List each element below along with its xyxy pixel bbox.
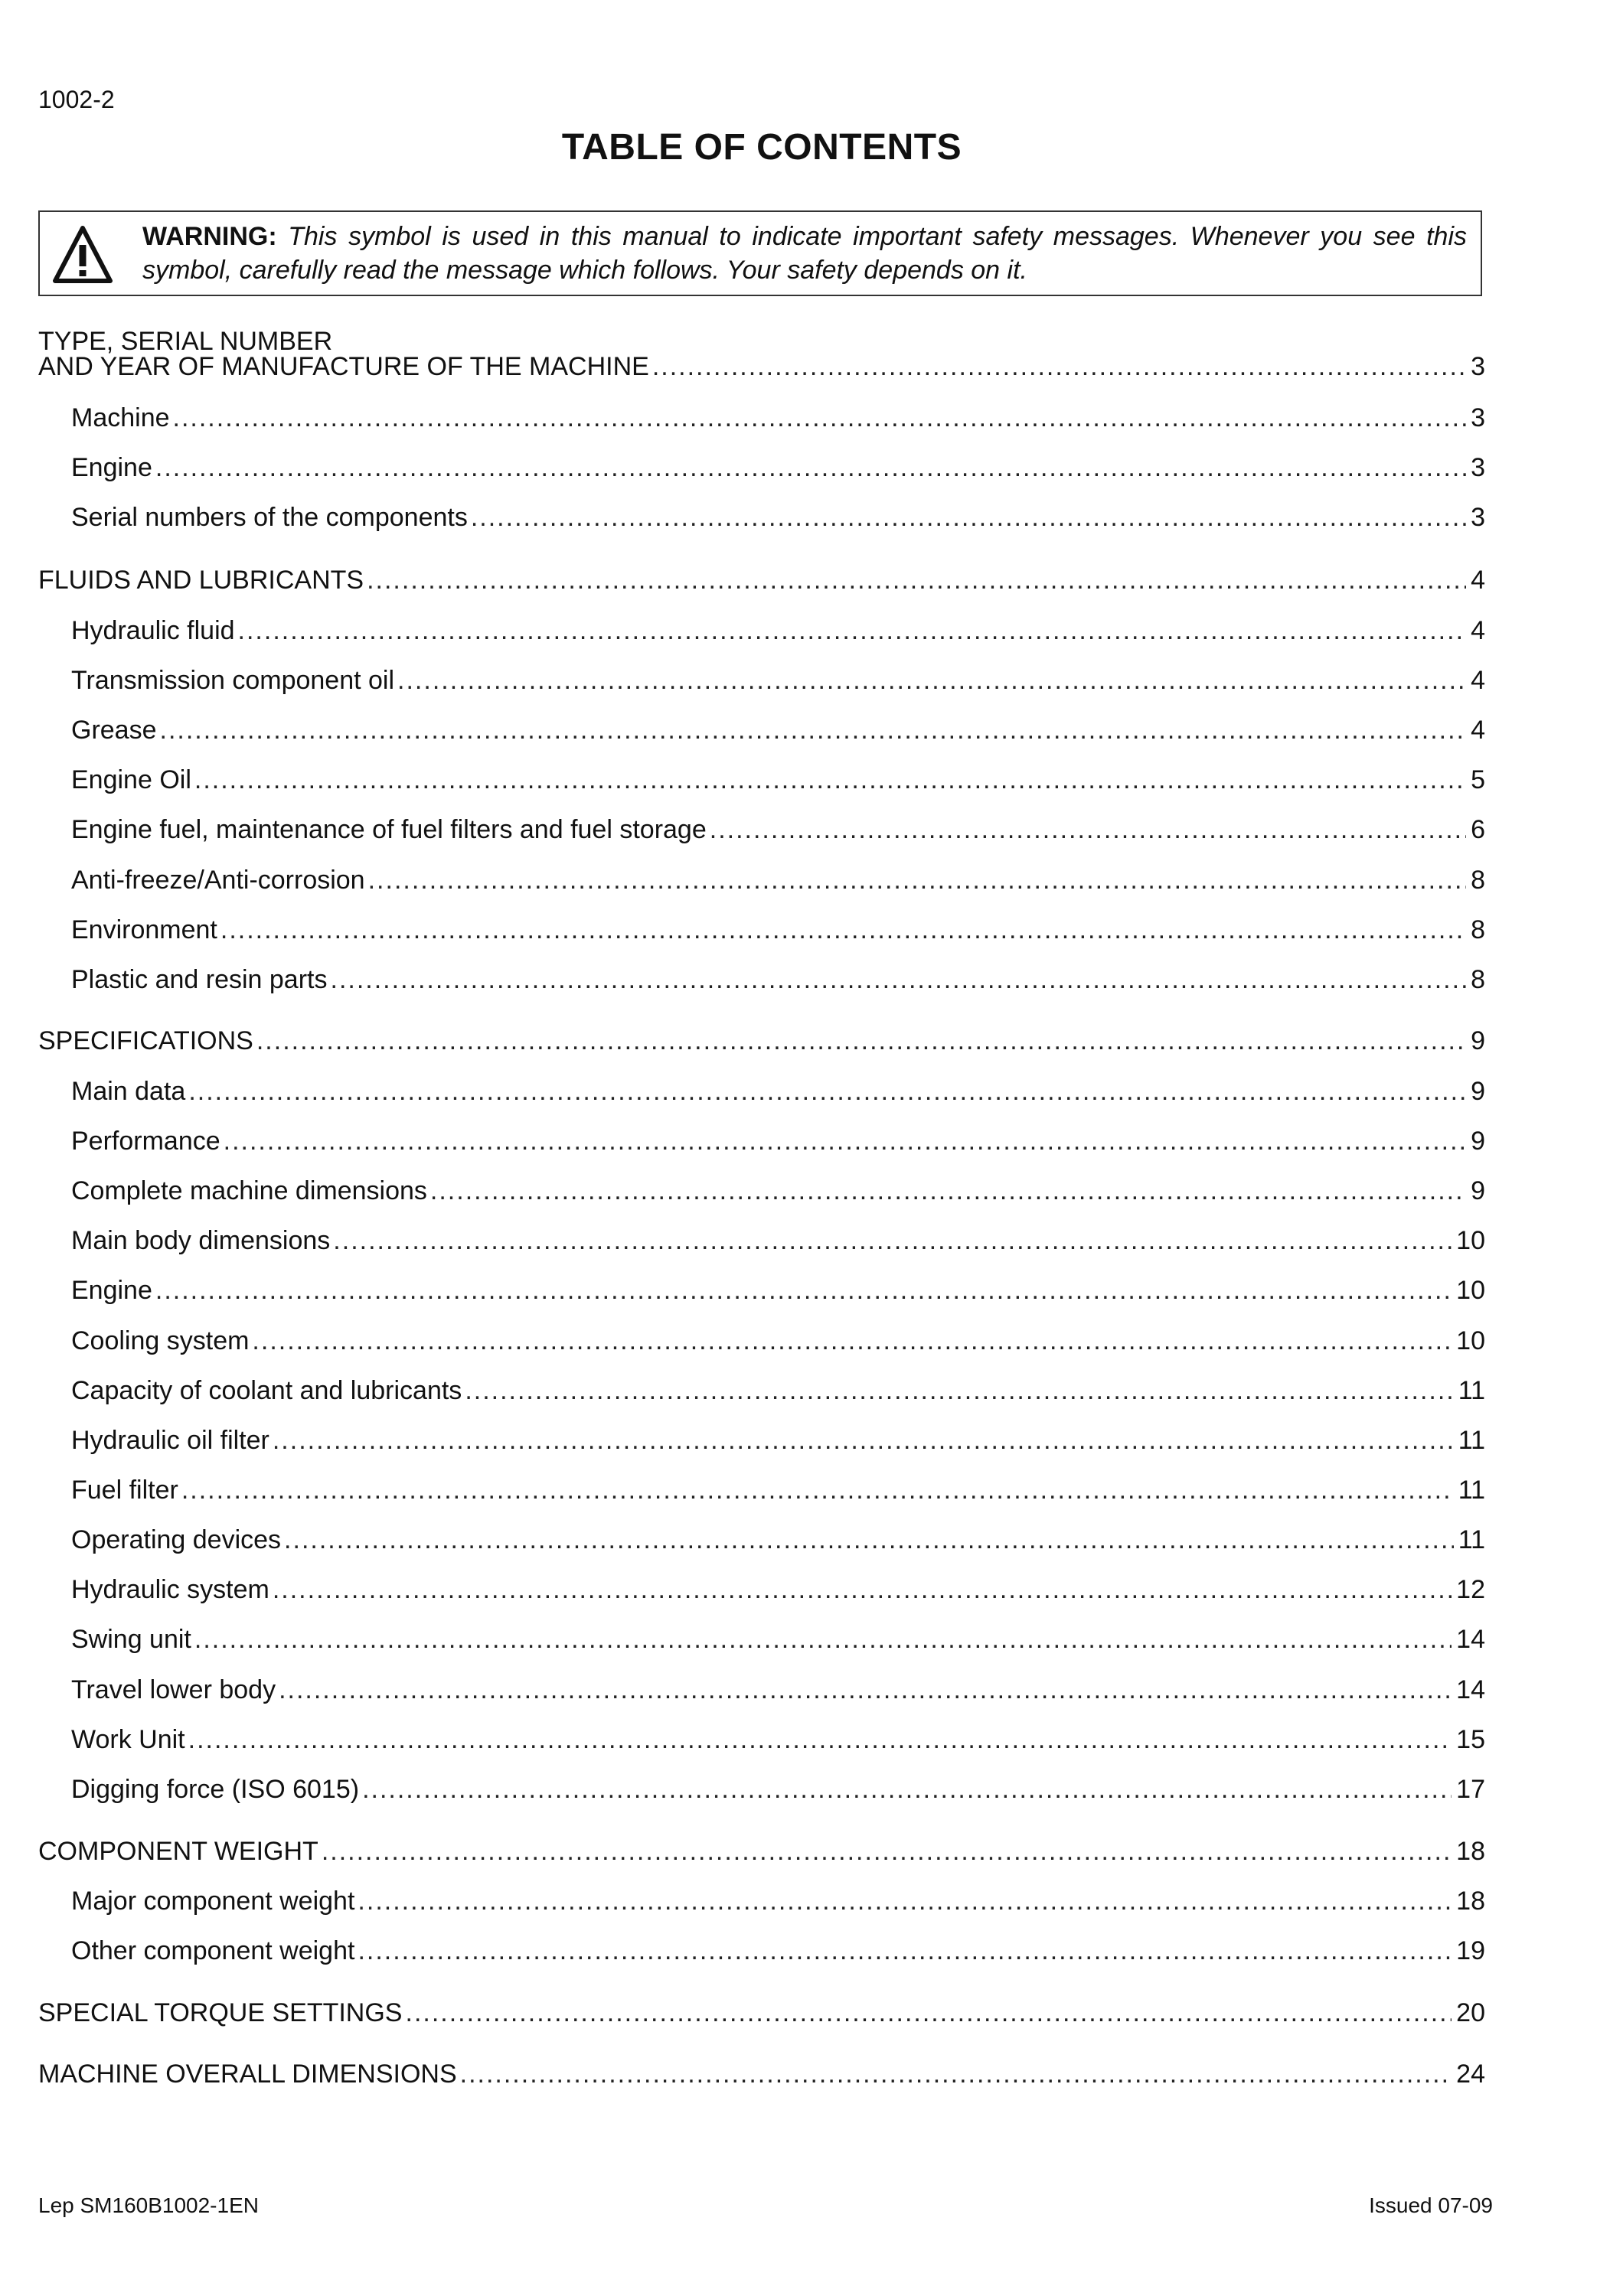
toc-leader-dots [331,963,1467,996]
toc-entry-page: 11 [1458,1376,1485,1405]
toc-entry-label: Grease [71,716,157,745]
toc-entry-page: 10 [1456,1276,1485,1305]
toc-entry-label: AND YEAR OF MANUFACTURE OF THE MACHINE [38,352,649,381]
toc-entry-label: Transmission component oil [71,666,395,695]
toc-entry[interactable] [71,1884,1485,1918]
toc-entry[interactable] [38,563,1485,597]
toc-entry-page: 4 [1471,666,1485,695]
toc-leader-dots [220,913,1466,947]
toc-entry[interactable] [38,1024,1485,1058]
toc-leader-dots [238,614,1467,647]
toc-entry-page: 8 [1471,915,1485,944]
toc-entry-page: 3 [1471,453,1485,482]
toc-entry[interactable] [71,1075,1485,1108]
toc-entry-label: Cooling system [71,1326,250,1355]
toc-entry[interactable] [71,501,1485,534]
toc-entry[interactable] [71,451,1485,484]
toc-leader-dots [322,1835,1452,1868]
toc-entry[interactable] [71,1773,1485,1806]
toc-entry-page: 5 [1471,765,1485,794]
toc-entry-label: Engine [71,1276,152,1305]
toc-entry[interactable] [71,1934,1485,1968]
toc-entry-page: 17 [1456,1775,1485,1804]
toc-entry[interactable] [71,1374,1485,1407]
toc-entry-label: MACHINE OVERALL DIMENSIONS [38,2060,457,2089]
toc-leader-dots [273,1573,1452,1606]
toc-entry-label: SPECIAL TORQUE SETTINGS [38,1998,403,2027]
toc-entry[interactable] [71,1673,1485,1707]
toc-leader-dots [358,1884,1452,1918]
toc-entry-page: 12 [1456,1575,1485,1604]
toc-leader-dots [194,1623,1452,1656]
toc-entry-page: 11 [1458,1426,1485,1455]
toc-entry-page: 18 [1456,1887,1485,1916]
toc-entry-label: Main data [71,1077,186,1106]
toc-entry[interactable] [71,1274,1485,1307]
toc-entry-label: Engine [71,453,152,482]
warning-message [142,220,1467,287]
toc-entry-label: Hydraulic fluid [71,616,235,645]
toc-entry-label: Operating devices [71,1525,282,1554]
toc-entry-page: 4 [1471,566,1485,595]
toc-leader-dots [224,1124,1466,1158]
toc-entry-label: Digging force (ISO 6015) [71,1775,360,1804]
toc-entry-page: 9 [1471,1077,1485,1106]
toc-leader-dots [160,713,1467,747]
toc-entry-page: 15 [1456,1725,1485,1754]
toc-entry[interactable] [71,401,1485,435]
toc-entry-label: Serial numbers of the components [71,503,468,532]
toc-entry[interactable] [71,614,1485,647]
toc-leader-dots [397,664,1466,697]
toc-leader-dots [273,1424,1454,1457]
toc-entry[interactable] [38,2057,1485,2091]
toc-entry[interactable] [71,963,1485,996]
toc-leader-dots [155,1274,1452,1307]
toc-entry-label: SPECIFICATIONS [38,1026,253,1055]
toc-entry[interactable] [71,1473,1485,1507]
toc-leader-dots [155,451,1466,484]
warning-triangle-icon [52,224,113,285]
toc-entry-label: Machine [71,403,170,432]
toc-leader-dots [465,1374,1453,1407]
toc-entry-page: 8 [1471,866,1485,895]
toc-entry[interactable] [71,1124,1485,1158]
toc-entry-page: 20 [1456,1998,1485,2027]
toc-leader-dots [358,1934,1452,1968]
toc-entry-label: Plastic and resin parts [71,965,328,994]
toc-entry[interactable] [71,1573,1485,1606]
toc-leader-dots [181,1473,1454,1507]
toc-entry-page: 11 [1458,1525,1485,1554]
toc-entry-label: Capacity of coolant and lubricants [71,1376,462,1405]
page-number: 1002-2 [38,86,115,113]
toc-entry-label: COMPONENT WEIGHT [38,1837,318,1866]
warning-body: This symbol is used in this manual to indicate important safety messages. Whenever you see this symbol, carefully read the message which follows. Your safety depends on it. [142,222,1467,285]
toc-entry[interactable] [71,1523,1485,1557]
toc-entry[interactable] [38,350,1485,383]
toc-leader-dots [279,1673,1452,1707]
warning-label: WARNING: [142,222,277,251]
footer-issue-date: Issued 07-09 [1369,2193,1493,2217]
toc-entry-page: 3 [1471,503,1485,532]
toc-entry-label: Complete machine dimensions [71,1176,427,1205]
toc-entry[interactable] [71,863,1485,897]
toc-leader-dots [173,401,1467,435]
toc-entry[interactable] [71,763,1485,797]
toc-leader-dots [368,863,1466,897]
toc-entry-page: 9 [1471,1127,1485,1156]
toc-leader-dots [252,1324,1452,1358]
toc-leader-dots [430,1174,1466,1208]
toc-entry[interactable] [38,1996,1485,2030]
toc-entry[interactable] [71,1723,1485,1756]
toc-entry-page: 3 [1471,403,1485,432]
page-title: TABLE OF CONTENTS [561,127,962,168]
toc-entry[interactable] [71,1224,1485,1257]
toc-leader-dots [406,1996,1452,2030]
toc-leader-dots [460,2057,1452,2091]
toc-leader-dots [188,1075,1466,1108]
toc-entry[interactable] [71,664,1485,697]
toc-leader-dots [333,1224,1452,1257]
toc-entry-label: Work Unit [71,1725,185,1754]
toc-entry-page: 11 [1458,1476,1485,1505]
toc-leader-dots [710,813,1466,846]
toc-entry-label: FLUIDS AND LUBRICANTS [38,566,364,595]
toc-entry-page: 10 [1456,1326,1485,1355]
toc-entry-label: Fuel filter [71,1476,178,1505]
toc-entry-page: 18 [1456,1837,1485,1866]
toc-entry-page: 6 [1471,815,1485,844]
toc-entry-label: Swing unit [71,1625,191,1654]
toc-entry-label: Environment [71,915,217,944]
toc-entry-label: Travel lower body [71,1675,276,1704]
toc-leader-dots [652,350,1466,383]
toc-leader-dots [188,1723,1452,1756]
toc-entry[interactable] [71,713,1485,747]
toc-entry-page: 14 [1456,1625,1485,1654]
toc-entry-page: 10 [1456,1226,1485,1255]
toc-entry-label: Main body dimensions [71,1226,331,1255]
toc-entry-page: 9 [1471,1176,1485,1205]
footer-doc-id: Lep SM160B1002-1EN [38,2193,259,2217]
toc-entry-label: Other component weight [71,1936,355,1965]
toc-leader-dots [256,1024,1466,1058]
toc-leader-dots [471,501,1466,534]
toc-entry[interactable] [38,1835,1485,1868]
toc-entry[interactable] [71,1174,1485,1208]
toc-entry-page: 3 [1471,352,1485,381]
toc-entry-page: 14 [1456,1675,1485,1704]
toc-entry-label: Major component weight [71,1887,355,1916]
toc-leader-dots [194,763,1466,797]
toc-entry[interactable] [71,813,1485,846]
toc-leader-dots [284,1523,1454,1557]
warning-box [38,210,1482,296]
toc-entry[interactable] [71,913,1485,947]
toc-leader-dots [367,563,1466,597]
toc-entry-page: 19 [1456,1936,1485,1965]
toc-entry-page: 4 [1471,616,1485,645]
toc-entry-label: Hydraulic system [71,1575,269,1604]
toc-entry-page: 4 [1471,716,1485,745]
toc-entry[interactable] [71,1324,1485,1358]
toc-entry-label: Anti-freeze/Anti-corrosion [71,866,365,895]
toc-entry-label: Engine Oil [71,765,191,794]
toc-entry-page: 9 [1471,1026,1485,1055]
toc-entry-label: Hydraulic oil filter [71,1426,269,1455]
toc-entry-page: 8 [1471,965,1485,994]
toc-leader-dots [362,1773,1452,1806]
toc-entry[interactable] [71,1424,1485,1457]
toc-entry-page: 24 [1456,2060,1485,2089]
toc-entry-label: Engine fuel, maintenance of fuel filters and fuel storage [71,815,707,844]
toc-entry-label: Performance [71,1127,220,1156]
toc-section-heading-line1: TYPE, SERIAL NUMBER [38,327,333,356]
toc-entry[interactable] [71,1623,1485,1656]
